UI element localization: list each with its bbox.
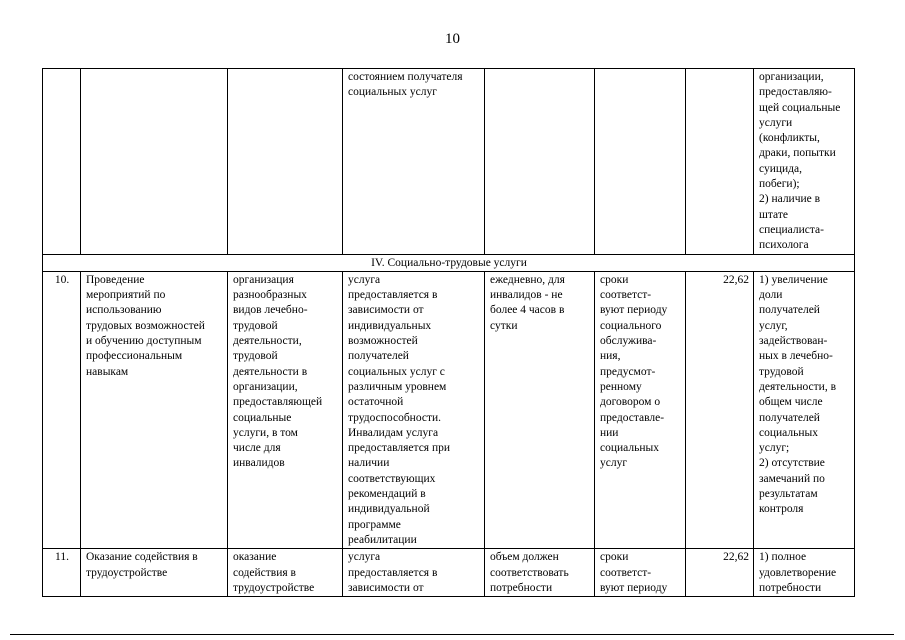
cell-frequency: объем должен соответствовать потребности — [485, 549, 595, 597]
cell-service-terms: услуга предоставляется в зависимости от — [343, 549, 485, 597]
cell-period: сроки соответст- вуют периоду социального обслужива- ния, предусмот- ренному договором о предоставле- нии социальных услуг — [595, 271, 686, 548]
section-heading: IV. Социально-трудовые услуги — [43, 254, 855, 271]
cell-service-content — [228, 69, 343, 255]
cell-num — [43, 69, 81, 255]
cell-rate: 22,62 — [686, 549, 754, 597]
cell-frequency: ежедневно, для инвалидов - не более 4 часов в сутки — [485, 271, 595, 548]
table-row — [43, 549, 855, 597]
cell-num: 11. — [43, 549, 81, 597]
cell-rate — [686, 69, 754, 255]
page-bottom-rule — [10, 634, 894, 635]
social-services-table — [42, 68, 855, 597]
cell-service-terms: состоянием получателя социальных услуг — [343, 69, 485, 255]
table-row-continuation — [43, 69, 855, 255]
cell-quality-criteria: 1) увеличение доли получателей услуг, задействован- ных в лечебно- трудовой деятельности, в общем числе получателей социальных услуг; 2) отсутствие замечаний по результатам контроля — [754, 271, 855, 548]
cell-service-terms: услуга предоставляется в зависимости от индивидуальных возможностей получателей социальных услуг с различным уровнем остаточной трудоспособности. Инвалидам услуга предоставляется при наличии соответствующих рекомендаций в индивидуальной программе реабилитации — [343, 271, 485, 548]
cell-period: сроки соответст- вуют периоду — [595, 549, 686, 597]
cell-frequency — [485, 69, 595, 255]
page-number: 10 — [445, 31, 460, 47]
cell-quality-criteria: организации, предоставляю- щей социальные услуги (конфликты, драки, попытки суицида, побеги); 2) наличие в штате специалиста- психолога — [754, 69, 855, 255]
cell-service-content: организация разнообразных видов лечебно- трудовой деятельности, трудовой деятельности в организации, предоставляющей социальные услуги, в том числе для инвалидов — [228, 271, 343, 548]
cell-service-name: Проведение мероприятий по использованию трудовых возможностей и обучению доступным профессиональным навыкам — [81, 271, 228, 548]
table-row — [43, 271, 855, 548]
cell-num: 10. — [43, 271, 81, 548]
cell-quality-criteria: 1) полное удовлетворение потребности — [754, 549, 855, 597]
section-heading-row — [43, 254, 855, 271]
cell-service-name — [81, 69, 228, 255]
cell-service-name: Оказание содействия в трудоустройстве — [81, 549, 228, 597]
cell-rate: 22,62 — [686, 271, 754, 548]
cell-period — [595, 69, 686, 255]
cell-service-content: оказание содействия в трудоустройстве — [228, 549, 343, 597]
